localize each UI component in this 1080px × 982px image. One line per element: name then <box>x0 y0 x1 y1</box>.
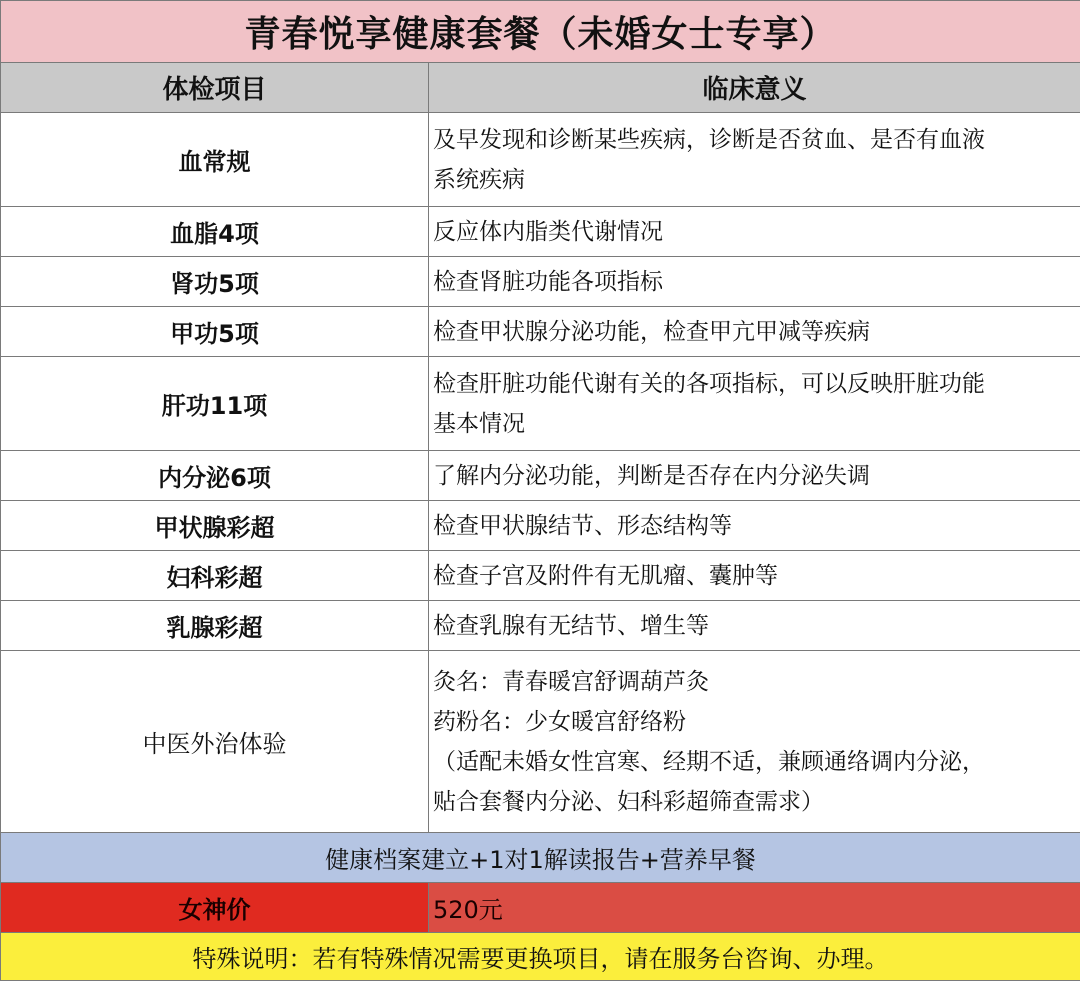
item-meaning <box>429 207 1080 257</box>
item-meaning <box>429 651 1080 833</box>
item-name: 甲功5项 <box>1 307 429 357</box>
item-name: 内分泌6项 <box>1 451 429 501</box>
table-row <box>1 651 1080 833</box>
special-note: 特殊说明：若有特殊情况需要更换项目，请在服务台咨询、办理。 <box>1 933 1080 981</box>
services-row <box>1 833 1080 883</box>
meaning-line: （适配未婚女性宫寒、经期不适，兼顾通络调内分泌， <box>433 748 985 775</box>
item-name: 血脂4项 <box>1 207 429 257</box>
item-meaning <box>429 551 1080 601</box>
item-meaning <box>429 601 1080 651</box>
table-row <box>1 113 1080 207</box>
price-value: 520元 <box>429 883 1080 933</box>
item-name: 中医外治体验 <box>1 651 429 833</box>
item-meaning <box>429 113 1080 207</box>
item-name: 肝功11项 <box>1 357 429 451</box>
item-name: 血常规 <box>1 113 429 207</box>
item-meaning <box>429 501 1080 551</box>
meaning-line: 药粉名：少女暖宫舒络粉 <box>433 708 686 735</box>
meaning-line: 及早发现和诊断某些疾病，诊断是否贫血、是否有血液 <box>433 126 985 153</box>
meaning-line: 检查甲状腺分泌功能，检查甲亢甲减等疾病 <box>433 318 870 345</box>
table-row <box>1 257 1080 307</box>
item-meaning <box>429 307 1080 357</box>
price-label: 女神价 <box>1 883 429 933</box>
column-header-item: 体检项目 <box>1 63 429 113</box>
table-row <box>1 357 1080 451</box>
meaning-line: 了解内分泌功能，判断是否存在内分泌失调 <box>433 462 870 489</box>
item-meaning <box>429 257 1080 307</box>
table-row <box>1 551 1080 601</box>
price-row <box>1 883 1080 933</box>
table-row <box>1 451 1080 501</box>
header-row <box>1 63 1080 113</box>
item-meaning <box>429 357 1080 451</box>
meaning-line: 系统疾病 <box>433 166 525 193</box>
meaning-line: 反应体内脂类代谢情况 <box>433 218 663 245</box>
meaning-line: 基本情况 <box>433 410 525 437</box>
item-name: 妇科彩超 <box>1 551 429 601</box>
column-header-meaning: 临床意义 <box>429 63 1080 113</box>
meaning-line: 检查肝脏功能代谢有关的各项指标，可以反映肝脏功能 <box>433 370 985 397</box>
title-row <box>1 1 1080 63</box>
meaning-line: 贴合套餐内分泌、妇科彩超筛查需求） <box>433 788 824 815</box>
table-row <box>1 307 1080 357</box>
meaning-line: 检查子宫及附件有无肌瘤、囊肿等 <box>433 562 778 589</box>
meaning-line: 检查乳腺有无结节、增生等 <box>433 612 709 639</box>
note-row <box>1 933 1080 981</box>
item-name: 肾功5项 <box>1 257 429 307</box>
meaning-line: 灸名：青春暖宫舒调葫芦灸 <box>433 668 709 695</box>
services-text: 健康档案建立+1对1解读报告+营养早餐 <box>1 833 1080 883</box>
meaning-line: 检查肾脏功能各项指标 <box>433 268 663 295</box>
meaning-line: 检查甲状腺结节、形态结构等 <box>433 512 732 539</box>
table-row <box>1 501 1080 551</box>
table-row <box>1 207 1080 257</box>
item-meaning <box>429 451 1080 501</box>
package-title: 青春悦享健康套餐（未婚女士专享） <box>1 1 1080 63</box>
item-name: 甲状腺彩超 <box>1 501 429 551</box>
item-name: 乳腺彩超 <box>1 601 429 651</box>
table-row <box>1 601 1080 651</box>
